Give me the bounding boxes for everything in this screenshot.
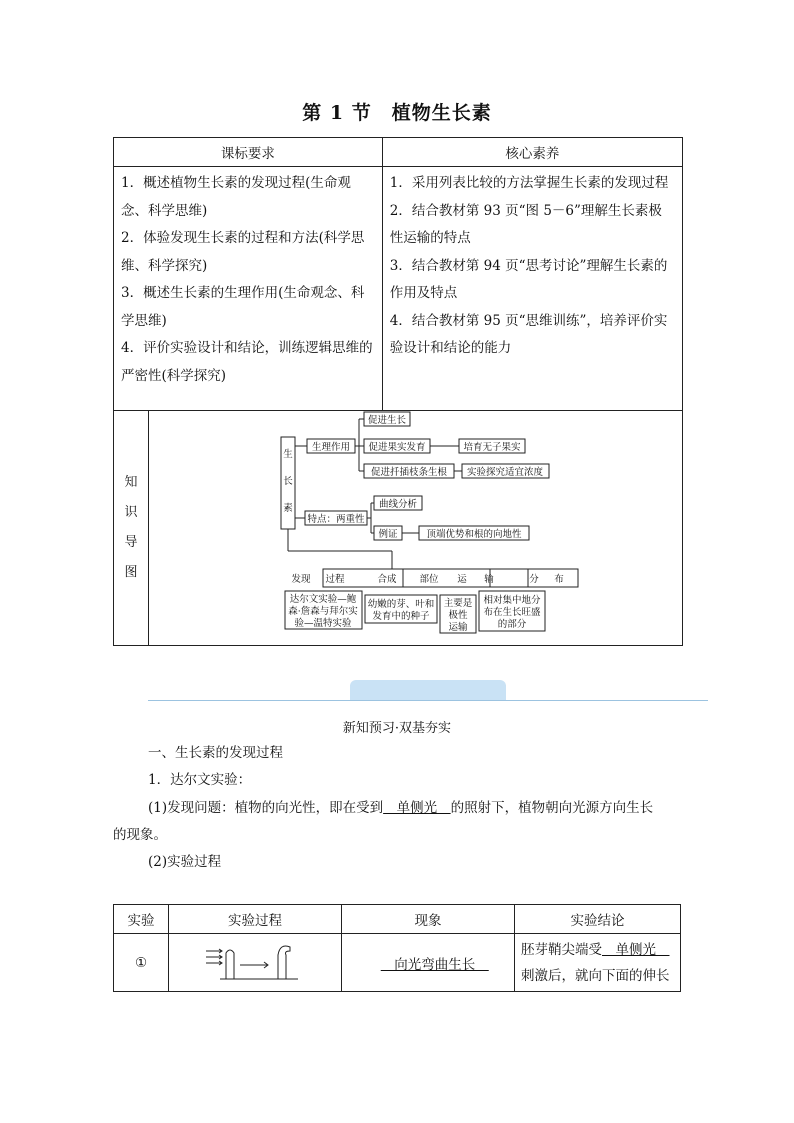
map-root-char: 素 <box>283 503 293 514</box>
heading-1: 一、生长素的发现过程 <box>148 745 283 761</box>
section-banner <box>148 680 708 701</box>
map-process: 过程 <box>325 574 345 585</box>
map-distribution: 分 <box>529 574 539 585</box>
exp-conclusion: 胚芽鞘尖端受 单侧光 刺激后，就向下面的伸长 <box>515 934 681 992</box>
exp-header: 实验结论 <box>515 905 681 934</box>
exp-header: 实验 <box>114 905 169 934</box>
table-row <box>114 934 681 992</box>
requirement-item: 3．概述生长素的生理作用(生命观念、科学思维) <box>121 285 365 329</box>
map-detail: 发育中的种子 <box>372 611 430 622</box>
map-detail: 极性 <box>448 610 468 621</box>
map-detail: 主要是 <box>443 598 473 609</box>
banner-line <box>148 700 708 701</box>
map-discovery: 发现 <box>291 574 311 585</box>
map-apical: 顶端优势和根的向地性 <box>426 529 522 540</box>
map-distribution: 布 <box>554 574 564 585</box>
map-function: 生理作用 <box>311 442 351 453</box>
map-synthesis: 合成 <box>377 574 397 585</box>
exp-header: 实验过程 <box>169 905 342 934</box>
requirements-cell <box>114 167 383 411</box>
seedling-light-figure <box>200 939 310 983</box>
map-transport: 运 <box>457 574 467 585</box>
knowledge-map-label: 知 识 导 图 <box>114 411 149 646</box>
map-detail: 幼嫩的芽、叶和 <box>367 599 435 610</box>
map-promote-growth: 促进生长 <box>367 415 407 426</box>
map-seedless-fruit: 培育无子果实 <box>463 442 521 453</box>
literacy-item: 1．采用列表比较的方法掌握生长素的发现过程 <box>389 175 669 191</box>
map-promote-fruit: 促进果实发育 <box>368 442 426 453</box>
literacy-cell <box>382 167 682 411</box>
blank-single-light: 单侧光 <box>383 800 451 816</box>
exp-process-cell <box>169 934 342 992</box>
header-requirements: 课标要求 <box>114 138 383 167</box>
map-detail: 的部分 <box>497 619 527 630</box>
heading-2: 1．达尔文实验： <box>148 772 252 788</box>
exp-phenomenon: 向光弯曲生长 <box>342 934 515 992</box>
section-title: 新知预习·双基夯实 <box>342 721 452 736</box>
map-detail: 布在生长旺盛 <box>483 607 541 618</box>
paragraph-1-cont: 的现象。 <box>113 827 167 843</box>
banner-tab <box>350 680 506 700</box>
map-optimal-conc: 实验探究适宜浓度 <box>466 467 544 478</box>
paragraph-1: (1)发现问题：植物的向光性，即在受到 单侧光 的照射下，植物朝向光源方向生长 <box>148 800 654 816</box>
map-curve: 曲线分析 <box>378 499 418 510</box>
requirement-item: 2．体验发现生长素的过程和方法(科学思维、科学探究) <box>121 230 365 274</box>
map-example: 例证 <box>378 529 398 540</box>
requirement-item: 4．评价实验设计和结论，训练逻辑思维的严密性(科学探究) <box>121 340 373 384</box>
literacy-item: 2．结合教材第 93 页“图 5－6”理解生长素极性运输的特点 <box>389 202 662 246</box>
literacy-item: 4．结合教材第 95 页“思维训练”，培养评价实验设计和结论的能力 <box>389 312 668 356</box>
knowledge-map-cell <box>149 411 683 646</box>
map-site: 部位 <box>419 574 439 585</box>
knowledge-map-diagram <box>149 411 682 641</box>
header-literacy: 核心素养 <box>382 138 682 167</box>
standards-table <box>113 137 683 646</box>
requirement-item: 1．概述植物生长素的发现过程(生命观念、科学思维) <box>121 175 351 219</box>
map-detail: 森·詹森与拜尔实 <box>288 606 358 617</box>
map-detail: 验—温特实验 <box>294 618 352 629</box>
page-title: 第 1 节 植物生长素 <box>302 102 492 124</box>
map-root-char: 生 <box>283 449 293 460</box>
map-promote-root: 促进扦插枝条生根 <box>370 467 448 478</box>
exp-id: ① <box>114 934 169 992</box>
map-root-char: 长 <box>283 476 293 487</box>
experiment-table <box>113 904 681 992</box>
map-feature: 特点：两重性 <box>307 514 365 525</box>
map-transport: 输 <box>484 574 494 585</box>
literacy-item: 3．结合教材第 94 页“思考讨论”理解生长素的作用及特点 <box>389 257 668 301</box>
map-detail: 相对集中地分 <box>483 595 541 606</box>
paragraph-2: (2)实验过程 <box>148 854 222 870</box>
exp-header: 现象 <box>342 905 515 934</box>
map-detail: 达尔文实验—鲍 <box>289 594 357 605</box>
map-detail: 运输 <box>448 622 468 633</box>
